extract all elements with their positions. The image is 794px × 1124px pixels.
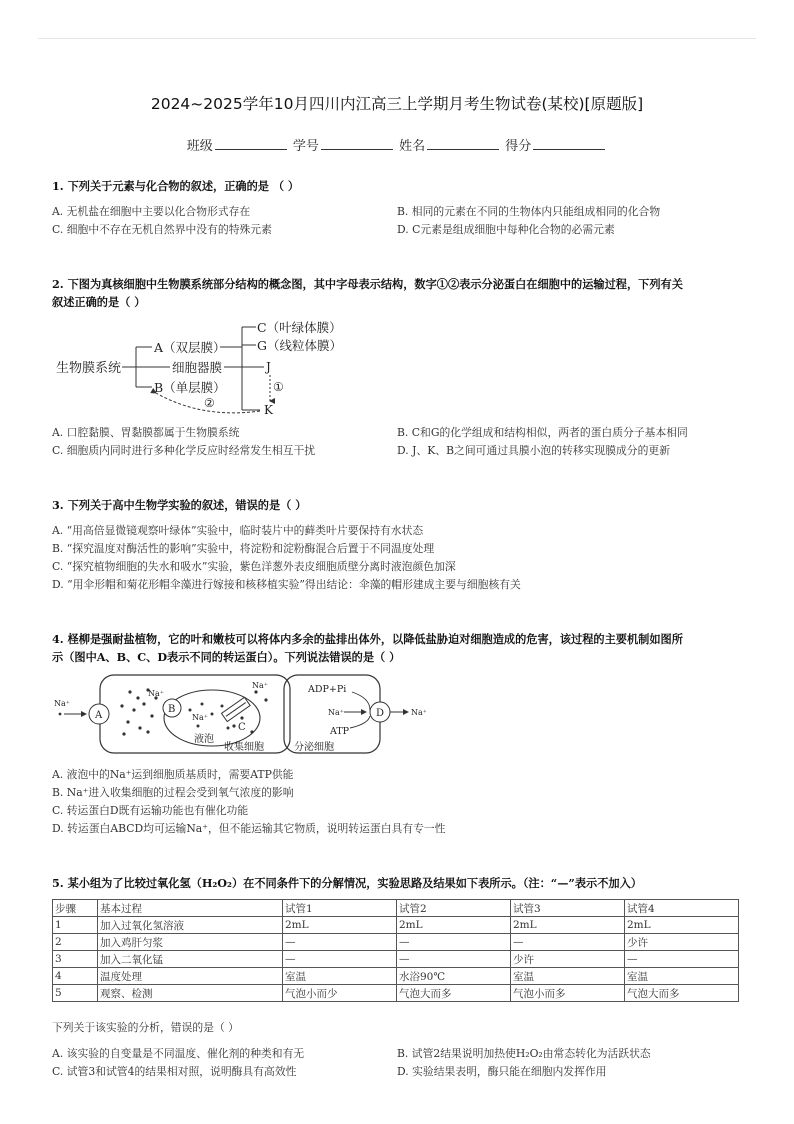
q5-option-c: C. 试管3和试管4的结果相对照，说明酶具有高效性 [52,1065,297,1078]
q1-option-c: C. 细胞中不存在无机自然界中没有的特殊元素 [52,223,272,236]
table-cell: 气泡大而多 [397,985,511,1002]
protein-d-label: D [376,708,385,719]
diagram-node-c: C（叶绿体膜） [257,320,342,335]
q1-option-b: B. 相同的元素在不同的生物体内只能组成相同的化合物 [397,205,661,218]
id-blank[interactable] [321,137,393,150]
q3-option-c: C. “探究植物细胞的失水和吸水”实验，紫色洋葱外表皮细胞质壁分离时液泡颜色加深 [52,560,456,573]
q5-option-d: D. 实验结果表明，酶只能在细胞内发挥作用 [397,1065,607,1078]
table-header-cell: 步骤 [53,900,98,917]
table-cell: 室温 [283,968,397,985]
name-blank[interactable] [427,137,499,150]
protein-c-label: C [238,722,246,733]
table-cell: 室温 [511,968,625,985]
experiment-table [52,899,739,1002]
q4-stem-line1: 4. 柽柳是强耐盐植物，它的叶和嫩枝可以将体内多余的盐排出体外，以降低盐胁迫对细胞造成的危害，该过程的主要机制如图所 [52,632,683,646]
table-cell: 2mL [625,917,739,934]
table-header-cell: 试管2 [397,900,511,917]
table-cell: 加入二氧化锰 [98,951,283,968]
table-cell: 气泡小而少 [283,985,397,1002]
table-row [53,934,739,951]
score-blank[interactable] [533,137,605,150]
q5-sub-stem: 下列关于该实验的分析，错误的是（ ） [52,1021,239,1034]
table-cell: 少许 [625,934,739,951]
membrane-system-diagram [52,315,352,420]
page-title: 2024~2025学年10月四川内江高三上学期月考生物试卷(某校)[原题版] [150,95,644,113]
q4-stem-line2: 示（图中A、B、C、D表示不同的转运蛋白）。下列说法错误的是（ ） [52,650,401,664]
na-label-c: Na⁺ [252,681,268,690]
q2-option-b: B. C和G的化学组成和结构相似，两者的蛋白质分子基本相同 [397,426,688,439]
score-label: 得分 [505,139,532,154]
na-label-vac: Na⁺ [192,713,208,722]
diagram-root-label: 生物膜系统 [56,361,122,376]
q4-option-d: D. 转运蛋白ABCD均可运输Na⁺，但不能运输其它物质，说明转运蛋白具有专一性 [52,822,446,835]
table-cell: 观察、检测 [98,985,283,1002]
diagram-node-j: J [266,360,271,374]
q1-option-d: D. C元素是组成细胞中每种化合物的必需元素 [397,223,615,236]
na-label-right: Na⁺ [411,708,427,717]
diagram-node-k: K [264,403,273,417]
q1-stem: 1. 下列关于元素与化合物的叙述，正确的是 （ ） [52,179,300,193]
na-label-d-in: Na⁺ [328,708,344,717]
q3-option-d: D. “用伞形帽和菊花形帽伞藻进行嫁接和核移植实验”得出结论：伞藻的帽形建成主要与细胞核有关 [52,578,521,591]
diagram-node-g: G（线粒体膜） [257,338,342,353]
top-divider [38,38,756,39]
student-info-line [0,135,794,154]
table-cell: — [625,951,739,968]
q3-option-a: A. “用高倍显微镜观察叶绿体”实验中，临时装片中的藓类叶片要保持有水状态 [52,524,424,537]
class-blank[interactable] [215,137,287,150]
protein-a-label: A [95,710,103,721]
vacuole-label: 液泡 [194,734,214,745]
table-cell: 2mL [511,917,625,934]
table-cell: 温度处理 [98,968,283,985]
table-cell: 2mL [283,917,397,934]
q5-option-b: B. 试管2结果说明加热使H₂O₂由常态转化为活跃状态 [397,1047,651,1060]
table-cell: 加入鸡肝匀浆 [98,934,283,951]
adp-label: ADP+Pi [308,684,347,695]
table-cell: 加入过氧化氢溶液 [98,917,283,934]
atp-label: ATP [330,726,350,737]
table-cell: — [283,934,397,951]
table-cell: 水浴90℃ [397,968,511,985]
table-header-cell: 基本过程 [98,900,283,917]
diagram-node-a: A（双层膜） [154,340,226,355]
name-label: 姓名 [399,139,426,154]
table-cell: 4 [53,968,98,985]
salt-transport-diagram [52,670,442,760]
table-header-cell: 试管1 [283,900,397,917]
q1-option-a: A. 无机盐在细胞中主要以化合物形式存在 [52,205,251,218]
diagram-node-organelle: 细胞器膜 [172,360,223,375]
na-label-b: Na⁺ [148,689,164,698]
table-cell: 2mL [397,917,511,934]
table-row [53,917,739,934]
secrete-cell-label: 分泌细胞 [294,742,334,753]
table-cell: — [511,934,625,951]
q2-stem-line2: 叙述正确的是（ ） [52,295,146,309]
collect-cell-label: 收集细胞 [224,742,264,753]
table-cell: 2 [53,934,98,951]
table-cell: 气泡大而多 [625,985,739,1002]
diagram-node-b: B（单层膜） [154,380,226,395]
diagram-step-1: ① [273,380,284,394]
table-cell: — [397,951,511,968]
table-cell: — [283,951,397,968]
protein-c [221,697,250,721]
table-cell: 1 [53,917,98,934]
q2-option-c: C. 细胞质内同时进行多种化学反应时经常发生相互干扰 [52,444,316,457]
q4-option-c: C. 转运蛋白D既有运输功能也有催化功能 [52,804,249,817]
table-cell: 3 [53,951,98,968]
q2-stem-line1: 2. 下图为真核细胞中生物膜系统部分结构的概念图，其中字母表示结构，数字①②表示分泌蛋白在细胞中的运输过程，下列有关 [52,277,683,291]
na-label-left: Na⁺ [54,699,70,708]
q3-option-b: B. “探究温度对酶活性的影响”实验中，将淀粉和淀粉酶混合后置于不同温度处理 [52,542,435,555]
table-row [53,985,739,1002]
table-row [53,951,739,968]
q2-option-d: D. J、K、B之间可通过具膜小泡的转移实现膜成分的更新 [397,444,670,457]
table-header-row [53,900,739,917]
table-cell: 室温 [625,968,739,985]
q2-option-a: A. 口腔黏膜、胃黏膜都属于生物膜系统 [52,426,240,439]
table-cell: — [397,934,511,951]
table-header-cell: 试管4 [625,900,739,917]
q5-stem: 5. 某小组为了比较过氧化氢（H₂O₂）在不同条件下的分解情况，实验思路及结果如下表所示。（注：“—”表示不加入） [52,876,642,890]
table-row [53,968,739,985]
q5-option-a: A. 该实验的自变量是不同温度、催化剂的种类和有无 [52,1047,305,1060]
q3-stem: 3. 下列关于高中生物学实验的叙述，错误的是（ ） [52,498,307,512]
diagram-step-2: ② [204,396,215,410]
protein-b-label: B [168,704,176,715]
table-header-cell: 试管3 [511,900,625,917]
q4-option-b: B. Na⁺进入收集细胞的过程会受到氧气浓度的影响 [52,786,294,799]
id-label: 学号 [292,139,319,154]
q4-option-a: A. 液泡中的Na⁺运到细胞质基质时，需要ATP供能 [52,768,294,781]
class-label: 班级 [186,139,213,154]
table-cell: 5 [53,985,98,1002]
table-cell: 气泡小而多 [511,985,625,1002]
table-cell: 少许 [511,951,625,968]
